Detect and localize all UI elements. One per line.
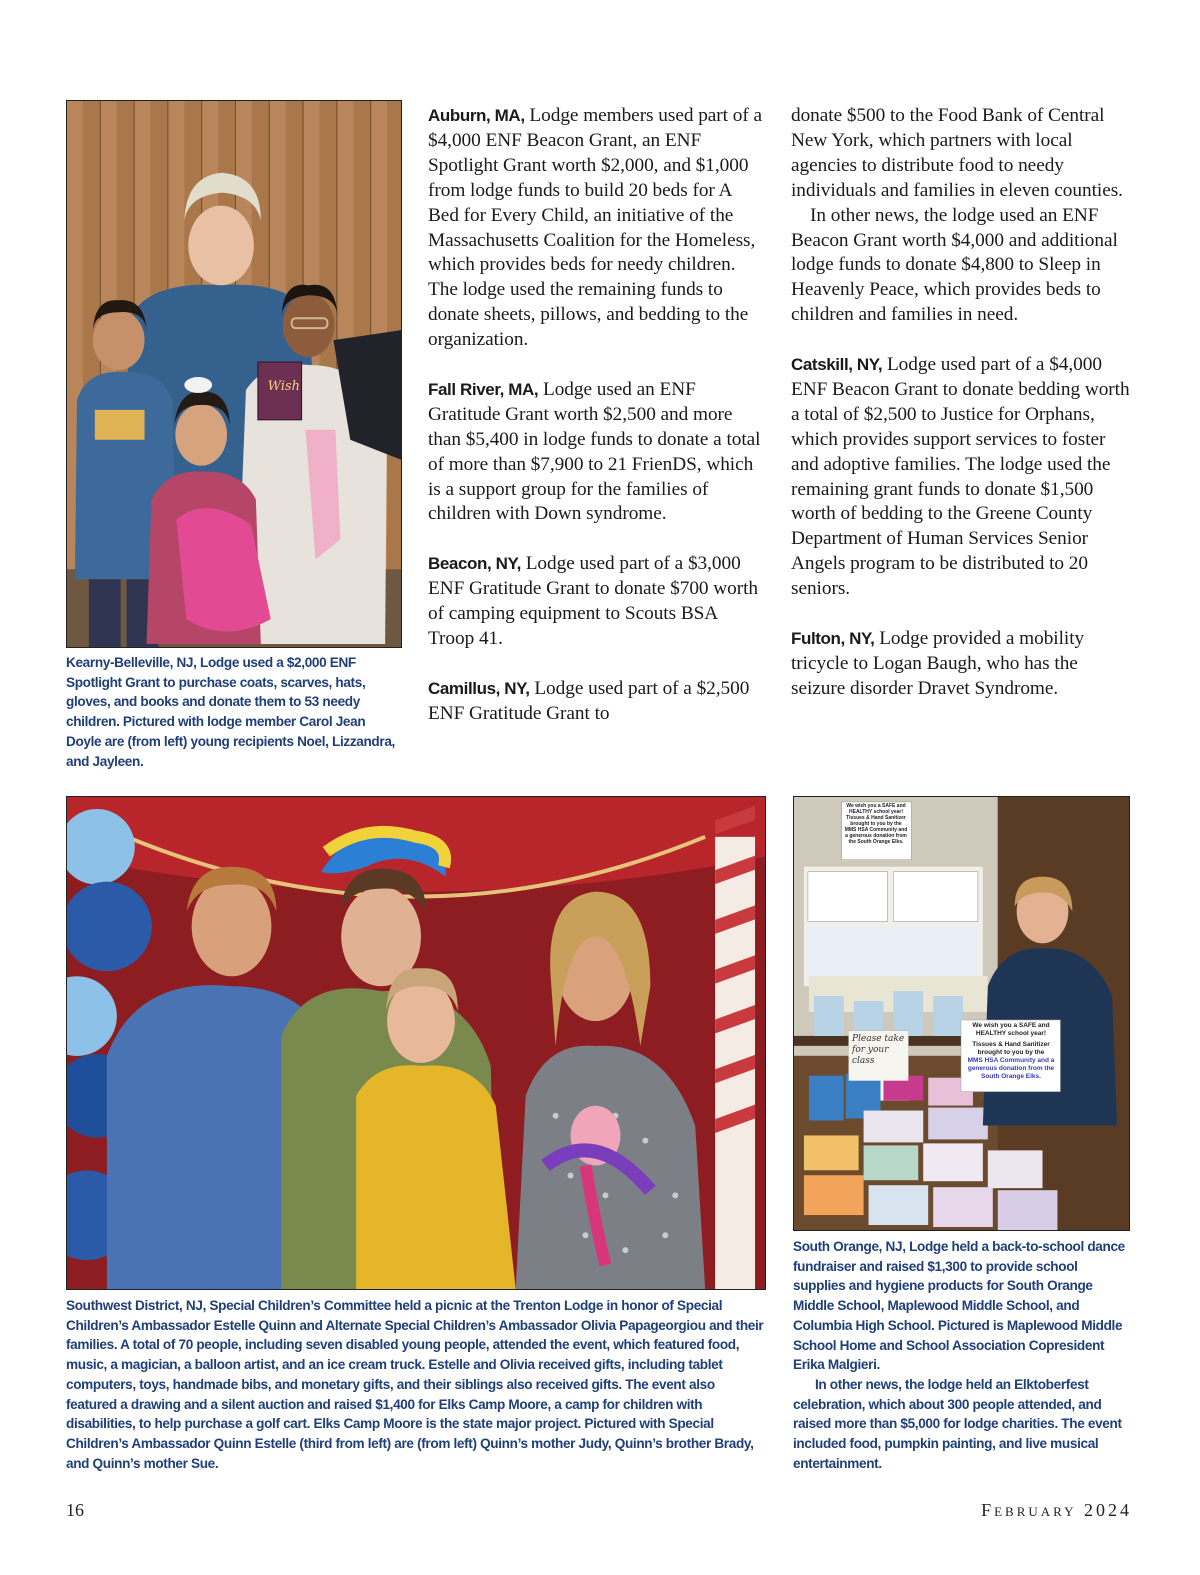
- caption-lead-southwest: Southwest District, NJ,: [66, 1298, 206, 1313]
- caption-kearny-belleville: [66, 653, 400, 771]
- article-camillus-continued: donate $500 to the Food Bank of Central New York, which partners with local agencies to distribute food to needy individuals and families in eleven counties.: [791, 105, 1123, 201]
- top-sign-line-2: Tissues & Hand Sanitizer brought to you by the: [846, 815, 906, 827]
- article-body: Lodge used part of a $3,000 ENF Gratitude Grant to donate $700 worth of camping equipment to Scouts BSA Troop 41.: [428, 553, 758, 649]
- page-number: 16: [66, 1500, 84, 1520]
- article-column-right: [791, 104, 1136, 702]
- article-lead: Fulton, NY,: [791, 629, 875, 648]
- article-fulton: [791, 627, 1136, 702]
- photo-south-orange: [793, 796, 1130, 1231]
- caption-south-orange: [793, 1237, 1133, 1473]
- article-fall-river: [428, 378, 764, 527]
- article-auburn: [428, 104, 764, 353]
- caption-lead-south-orange: South Orange, NJ,: [793, 1239, 906, 1254]
- article-camillus-other-news: In other news, the lodge used an ENF Beacon Grant worth $4,000 and additional lodge funds to donate $4,800 to Sleep in Heavenly Peace, which provides beds to children and families in need.: [791, 204, 1118, 326]
- wish-book-title: Wish: [267, 378, 300, 394]
- caption-text-kearny: Lodge used a $2,000 ENF Spotlight Grant to purchase coats, scarves, hats, gloves, and books and donate them to 53 needy children. Pictured with lodge member Carol Jean Doyle are (from left) young recipients Noel, Lizzandra, and Jayleen.: [66, 655, 395, 769]
- held-sign-line-1: We wish you a SAFE and HEALTHY school year!: [972, 1022, 1050, 1037]
- south-orange-photo-illustration: [794, 797, 1129, 1230]
- article-beacon: [428, 552, 764, 652]
- caption-lead-kearny: Kearny-Belleville, NJ,: [66, 655, 197, 670]
- southwest-photo-illustration: [67, 797, 765, 1289]
- caption-southwest-district: [66, 1296, 766, 1473]
- caption-text-south-orange-2: In other news, the lodge held an Elktoberfest celebration, which about 300 people attended, and raised more than $5,000 for lodge charities. The event included food, pumpkin painting, and live musical entertainment.: [793, 1376, 1122, 1471]
- article-body: Lodge used part of a $4,000 ENF Beacon Grant to donate bedding worth a total of $2,500 to Justice for Orphans, which provides support services to foster and adoptive families. The lodge used the remaining grant funds to donate $1,500 worth of bedding to the Greene County Department of Human Services Senior Angels program to be distributed to 20 seniors.: [791, 354, 1130, 600]
- held-sign-text: [963, 1022, 1059, 1081]
- article-lead: Catskill, NY,: [791, 355, 883, 375]
- caption-text-south-orange: Lodge held a back-to-school dance fundraiser and raised $1,300 to provide school supplies and hygiene products for South Orange Middle School, Maplewood Middle School, and Columbia High School. Pictured is Maplewood Middle School Home and School Association Copresident Erika Malgieri.: [793, 1239, 1125, 1373]
- handwritten-note: Please take for your class: [852, 1034, 905, 1066]
- article-body: Lodge provided a mobility tricycle to Logan Baugh, who has the seizure disorder Dravet Syndrome.: [791, 628, 1085, 699]
- article-lead: Beacon, NY,: [428, 554, 521, 574]
- article-camillus: [428, 677, 764, 727]
- caption-text-southwest: Special Children’s Committee held a picnic at the Trenton Lodge in honor of Special Children’s Ambassador Estelle Quinn and Alternate Special Children’s Ambassador Olivia Papageorgiou and their families. A total of 70 people, including seven disabled young people, attended the event, which featured food, music, a magician, a balloon artist, and an ice cream truck. Estelle and Olivia received gifts, including tablet computers, toys, handmade bibs, and monetary gifts, and their siblings also received gifts. The event also featured a drawing and a silent auction and raised $1,400 for Elks Camp Moore, a camp for children with disabilities, to help purchase a golf cart. Elks Camp Moore is the state major project. Pictured with Special Children’s Ambassador Quinn Estelle (third from left) are (from left) Quinn’s mother Judy, Quinn’s brother Brady, and Quinn’s mother Sue.: [66, 1298, 764, 1471]
- held-sign-line-2: Tissues & Hand Sanitizer brought to you by the: [972, 1041, 1050, 1056]
- kearny-photo-illustration: [67, 101, 401, 647]
- article-lead: Fall River, MA,: [428, 379, 539, 399]
- article-body: Lodge used an ENF Gratitude Grant worth $2,500 and more than $5,400 in lodge funds to donate a total of more than $7,900 to 21 FrienDS, which is a support group for the families of children with Down syndrome.: [428, 378, 761, 525]
- issue-date: February 2024: [981, 1500, 1132, 1520]
- held-sign-line-3: MMS HSA Community and a generous donation from the South Orange Elks.: [967, 1057, 1055, 1080]
- top-sign-line-1: We wish you a SAFE and HEALTHY school year!: [846, 803, 906, 815]
- photo-southwest-district: [66, 796, 766, 1290]
- article-catskill: [791, 353, 1136, 602]
- top-sign-text: [843, 803, 909, 845]
- article-lead: Auburn, MA,: [428, 106, 525, 125]
- article-body: Lodge members used part of a $4,000 ENF Beacon Grant, an ENF Spotlight Grant worth $2,000, and $1,000 from lodge funds to build 20 beds for A Bed for Every Child, an initiative of the Massachusetts Coalition for the Homeless, which provides beds for needy children. The lodge used the remaining funds to donate sheets, pillows, and bedding to the organization.: [428, 105, 762, 351]
- top-sign-line-3: MMS HSA Community and a generous donation from the South Orange Elks.: [844, 827, 908, 845]
- article-lead: Camillus, NY,: [428, 678, 530, 698]
- article-body: Lodge used part of a $2,500 ENF Gratitude Grant to: [428, 677, 750, 724]
- article-column-middle: [428, 104, 764, 727]
- photo-kearny-belleville: [66, 100, 402, 648]
